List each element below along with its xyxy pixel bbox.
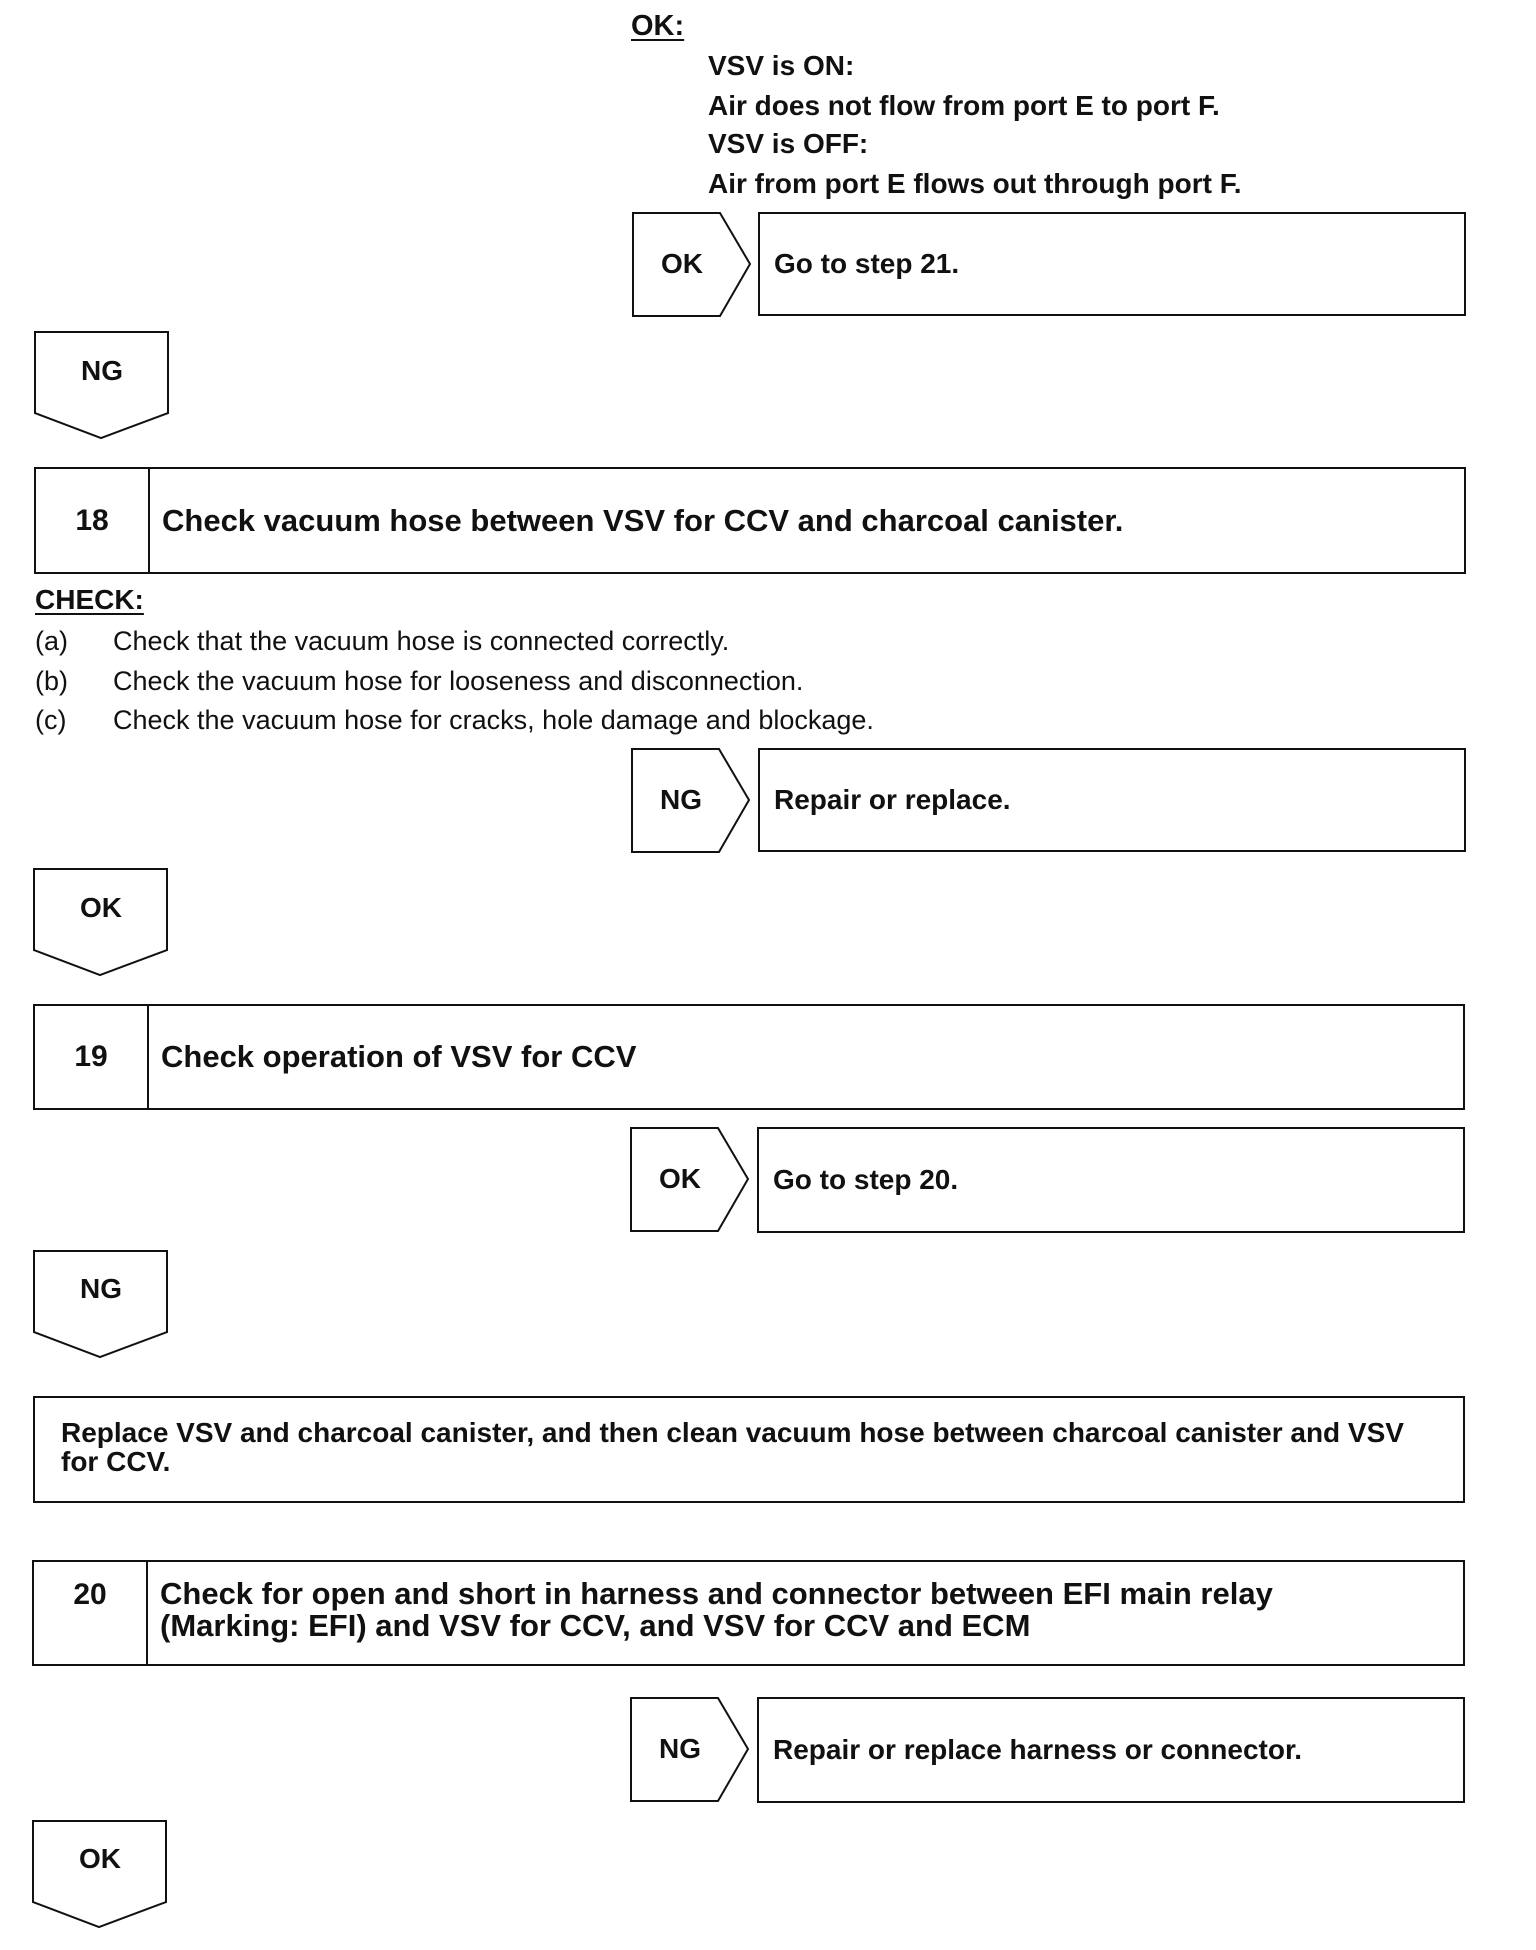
spec-line-air-no-flow: Air does not flow from port E to port F. bbox=[708, 90, 1220, 121]
step-18-title: Check vacuum hose between VSV for CCV and charcoal canister. bbox=[162, 502, 1124, 538]
ng-result-box-20: Repair or replace harness or connector. bbox=[757, 1697, 1465, 1803]
step-20-title-line-2: (Marking: EFI) and VSV for CCV, and VSV for CCV and ECM bbox=[160, 1608, 1031, 1643]
ok-result-label-1: OK bbox=[661, 248, 703, 279]
step-20-number: 20 bbox=[34, 1562, 148, 1664]
check-item-b bbox=[35, 666, 803, 697]
step-18-number: 18 bbox=[36, 469, 150, 572]
ok-result-box-1: Go to step 21. bbox=[758, 212, 1466, 316]
check-item-c bbox=[35, 705, 874, 736]
ng-result-label-18: NG bbox=[660, 784, 702, 815]
step-19-title: Check operation of VSV for CCV bbox=[161, 1039, 637, 1074]
check-item-b-text: Check the vacuum hose for looseness and disconnection. bbox=[113, 666, 804, 696]
step-20-box bbox=[32, 1560, 1465, 1666]
step-20-title-line-1: Check for open and short in harness and connector between EFI main relay bbox=[160, 1576, 1273, 1611]
check-item-c-label: (c) bbox=[35, 705, 67, 735]
check-item-a-label: (a) bbox=[35, 626, 68, 656]
step-18-box bbox=[34, 467, 1466, 574]
ng-down-label-1: NG bbox=[81, 355, 123, 386]
check-heading: CHECK: bbox=[35, 584, 144, 615]
spec-line-vsv-on: VSV is ON: bbox=[708, 50, 855, 81]
replace-instruction-box: Replace VSV and charcoal canister, and then clean vacuum hose between charcoal canister and VSV for CCV. bbox=[33, 1396, 1465, 1503]
ok-heading: OK: bbox=[631, 10, 685, 42]
ng-result-box-18: Repair or replace. bbox=[758, 748, 1466, 852]
ng-down-label-19: NG bbox=[80, 1273, 122, 1304]
ok-down-label-18: OK bbox=[80, 892, 122, 923]
check-item-b-label: (b) bbox=[35, 666, 68, 696]
ok-result-label-19: OK bbox=[659, 1163, 701, 1194]
ok-result-box-19: Go to step 20. bbox=[757, 1127, 1465, 1233]
step-20-title bbox=[148, 1562, 1273, 1664]
step-19-box bbox=[33, 1004, 1465, 1110]
check-item-a bbox=[35, 626, 729, 657]
spec-line-vsv-off: VSV is OFF: bbox=[708, 128, 869, 159]
check-item-a-text: Check that the vacuum hose is connected correctly. bbox=[113, 626, 730, 656]
check-item-c-text: Check the vacuum hose for cracks, hole damage and blockage. bbox=[113, 705, 874, 735]
ng-result-label-20: NG bbox=[659, 1733, 701, 1764]
ok-down-label-20: OK bbox=[79, 1843, 121, 1874]
step-19-number: 19 bbox=[35, 1006, 149, 1108]
spec-line-air-flows: Air from port E flows out through port F. bbox=[708, 168, 1242, 199]
